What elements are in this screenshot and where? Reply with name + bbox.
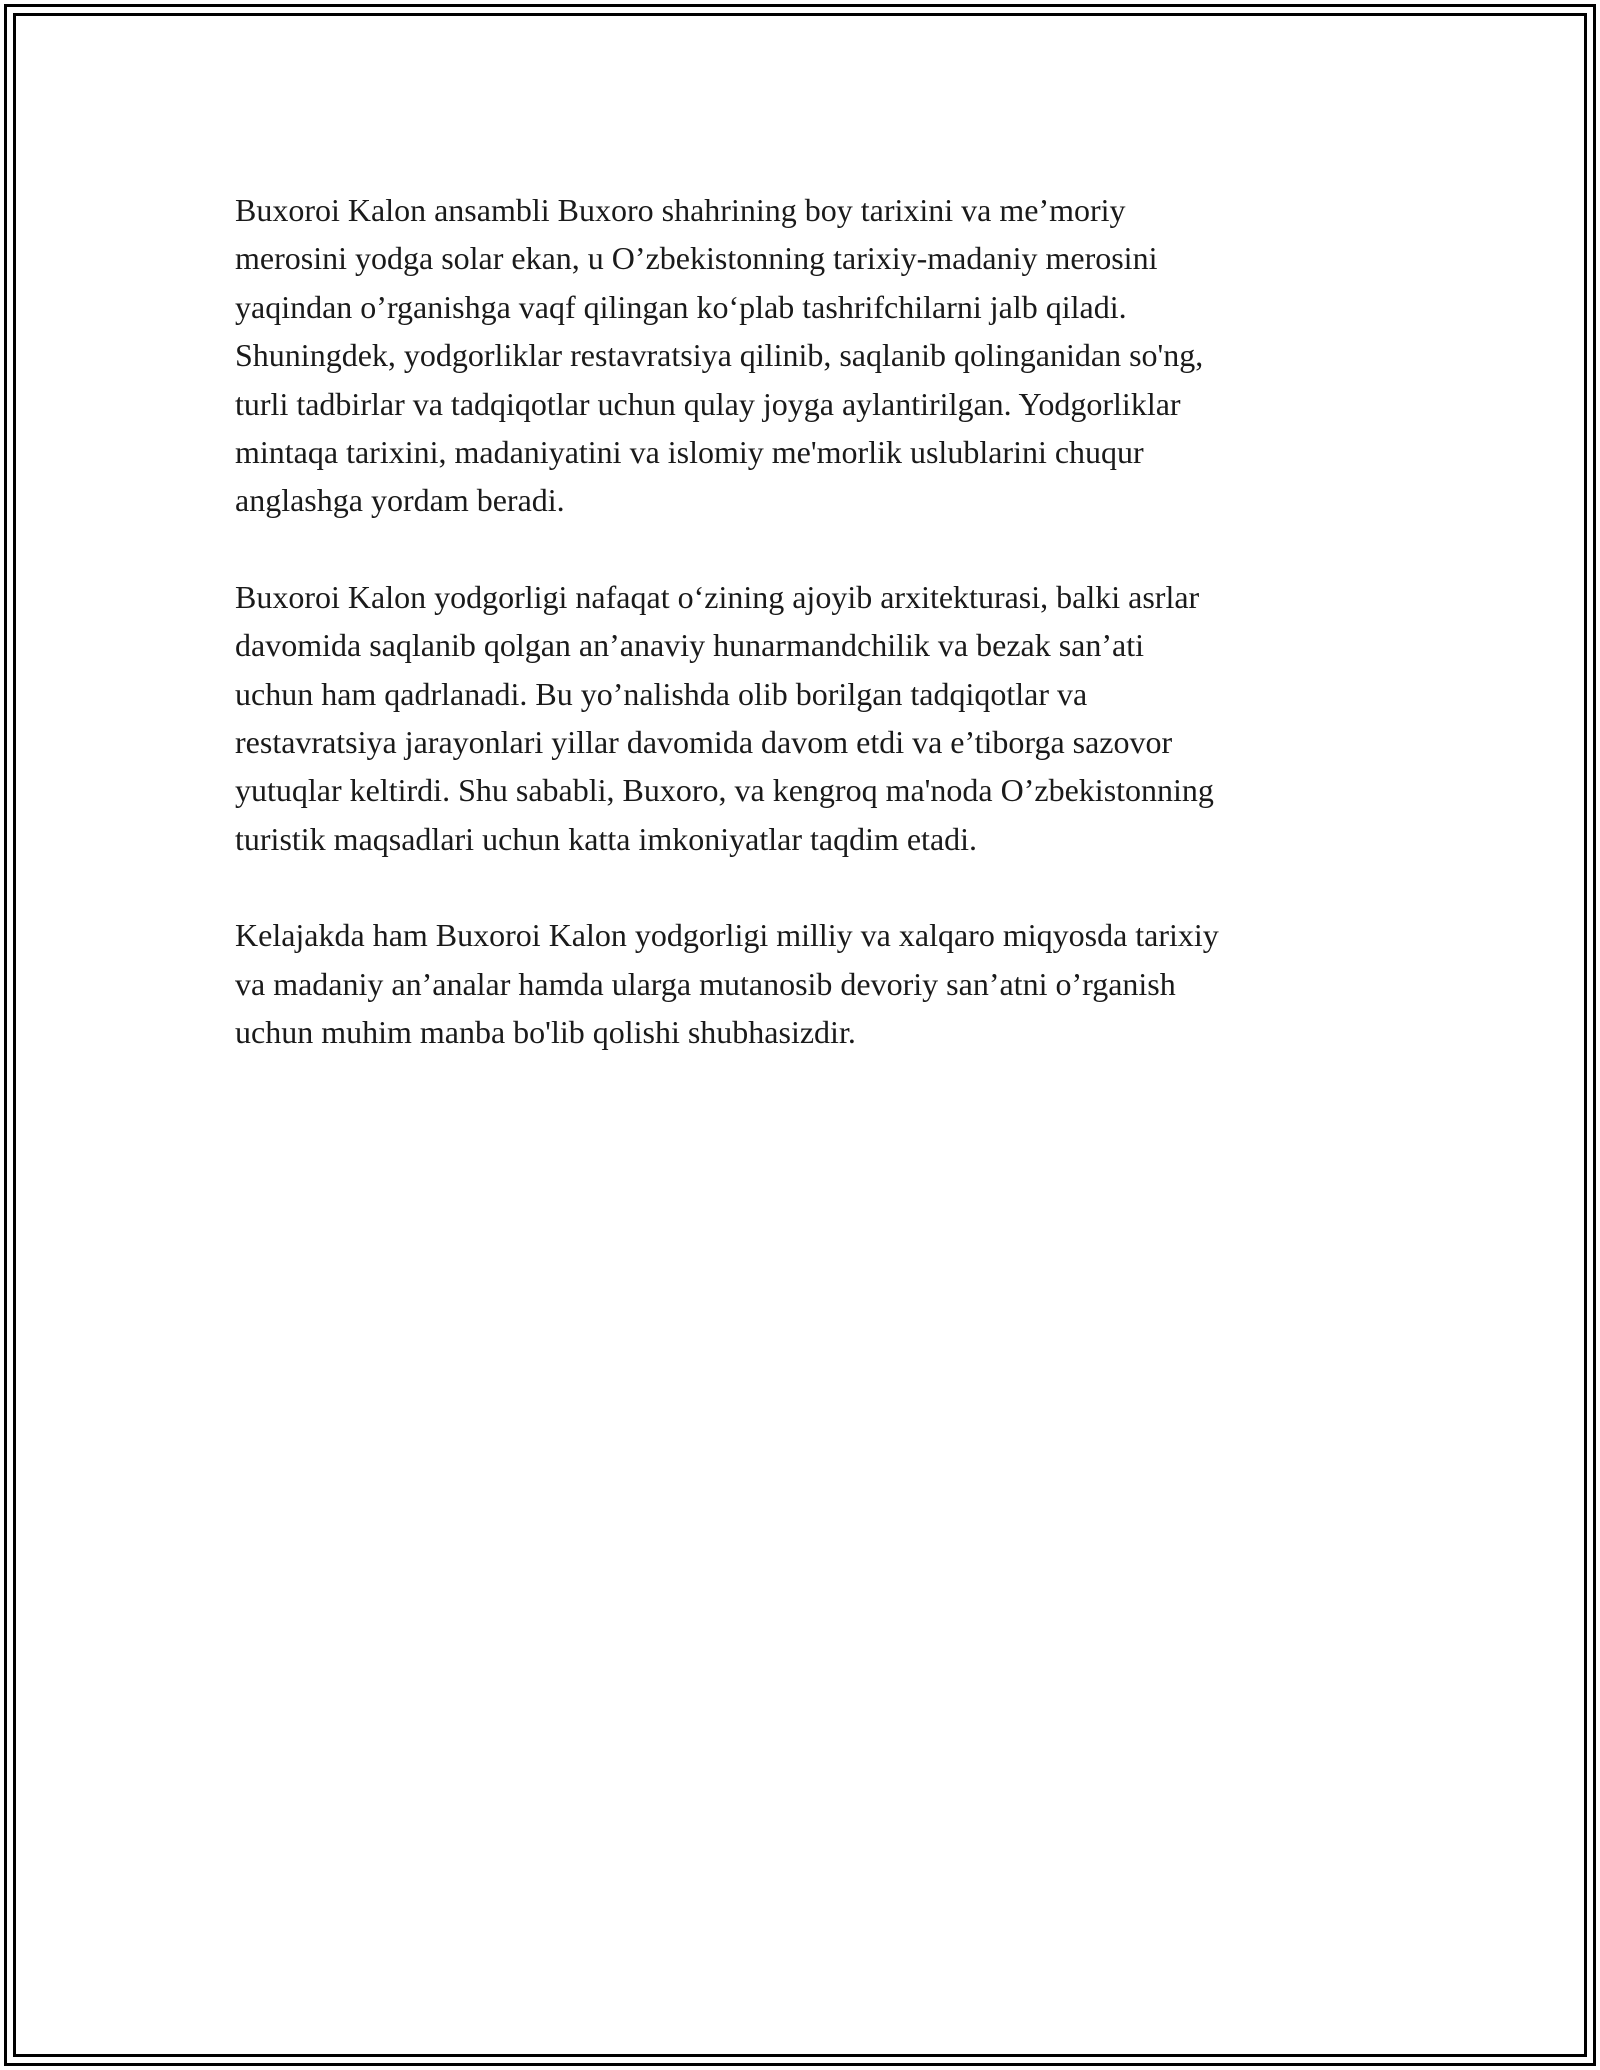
paragraph-1: Buxoroi Kalon ansambli Buxoro shahrining boy tarixini va me’moriy merosini yodga solar ekan, u O’zbekistonning tarixiy-madaniy merosini yaqindan o’rganishga vaqf qilingan ko‘plab tashrifchilarni jalb qiladi. Shuningdek, yodgorliklar restavratsiya qilinib, saqlanib qolinganidan so'ng, turli tadbirlar va tadqiqotlar uchun qulay joyga aylantirilgan. Yodgorliklar mintaqa tarixini, madaniyatini va islomiy me'morlik uslublarini chuqur anglashga yordam beradi. [235,192,1204,519]
paragraph-2: Buxoroi Kalon yodgorligi nafaqat o‘zining ajoyib arxitekturasi, balki asrlar davomida saqlanib qolgan an’anaviy hunarmandchilik va bezak san’ati uchun ham qadrlanadi. Bu yo’nalishda olib borilgan tadqiqotlar va restavratsiya jarayonlari yillar davomida davom etdi va e’tiborga sazovor yutuqlar keltirdi. Shu sababli, Buxoro, va kengroq ma'noda O’zbekistonning turistik maqsadlari uchun katta imkoniyatlar taqdim etadi. [235,578,1214,857]
paragraph-3: Kelajakda ham Buxoroi Kalon yodgorligi milliy va xalqaro miqyosda tarixiy va madaniy an’analar hamda ularga mutanosib devoriy san’atni o’rganish uchun muhim manba bo'lib qolishi shubhasizdir. [235,917,1219,1051]
document-body [235,186,1375,1105]
